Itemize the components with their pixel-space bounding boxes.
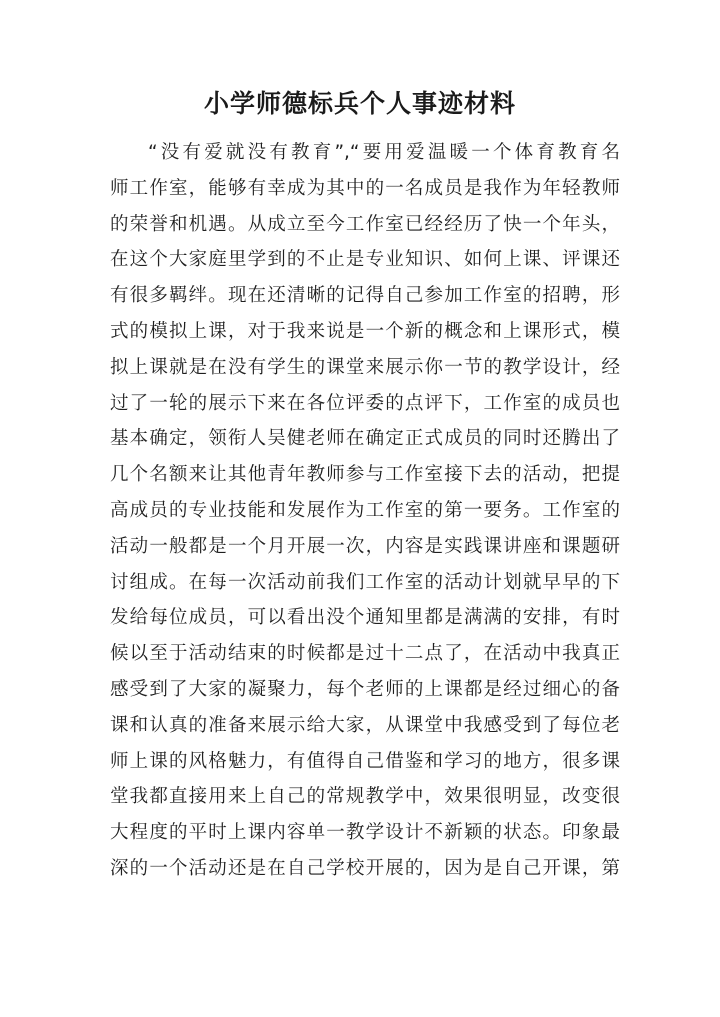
body-line: 式的模拟上课，对于我来说是一个新的概念和上课形式，模 — [110, 320, 620, 342]
body-line: 基本确定，领衔人吴健老师在确定正式成员的同时还腾出了 — [110, 428, 620, 450]
body-line: 堂我都直接用来上自己的常规教学中，效果很明显，改变很 — [110, 786, 620, 808]
body-line: 感受到了大家的凝聚力，每个老师的上课都是经过细心的备 — [110, 678, 620, 700]
body-line: 在这个大家庭里学到的不止是专业知识、如何上课、评课还 — [110, 249, 620, 271]
body-line: 候以至于活动结束的时候都是过十二点了，在活动中我真正 — [110, 643, 620, 665]
body-line: 的荣誉和机遇。从成立至今工作室已经经历了快一个年头， — [110, 213, 620, 235]
body-line: 讨组成。在每一次活动前我们工作室的活动计划就早早的下 — [110, 571, 620, 593]
body-line: 课和认真的准备来展示给大家，从课堂中我感受到了每位老 — [110, 714, 620, 736]
body-line: 师工作室，能够有幸成为其中的一名成员是我作为年轻教师 — [110, 177, 620, 199]
body-line: 拟上课就是在没有学生的课堂来展示你一节的教学设计，经 — [110, 356, 620, 378]
body-line: 大程度的平时上课内容单一教学设计不新颖的状态。印象最 — [110, 822, 620, 844]
document-title: 小学师德标兵个人事迹材料 — [203, 89, 516, 118]
body-line: 几个名额来让其他青年教师参与工作室接下去的活动，把提 — [110, 464, 620, 486]
body-line: 师上课的风格魅力，有值得自己借鉴和学习的地方，很多课 — [110, 750, 620, 772]
body-line: 活动一般都是一个月开展一次，内容是实践课讲座和课题研 — [110, 535, 620, 557]
body-line: 高成员的专业技能和发展作为工作室的第一要务。工作室的 — [110, 499, 620, 521]
body-line: “没有爱就没有教育”,“要用爱温暖一个体育教育名 — [148, 142, 620, 163]
body-line: 有很多羁绊。现在还清晰的记得自己参加工作室的招聘，形 — [110, 285, 620, 307]
body-line: 过了一轮的展示下来在各位评委的点评下，工作室的成员也 — [110, 392, 620, 414]
body-line: 发给每位成员，可以看出没个通知里都是满满的安排，有时 — [110, 607, 620, 629]
document-body — [110, 135, 620, 887]
body-line: 深的一个活动还是在自己学校开展的，因为是自己开课，第 — [110, 857, 620, 879]
